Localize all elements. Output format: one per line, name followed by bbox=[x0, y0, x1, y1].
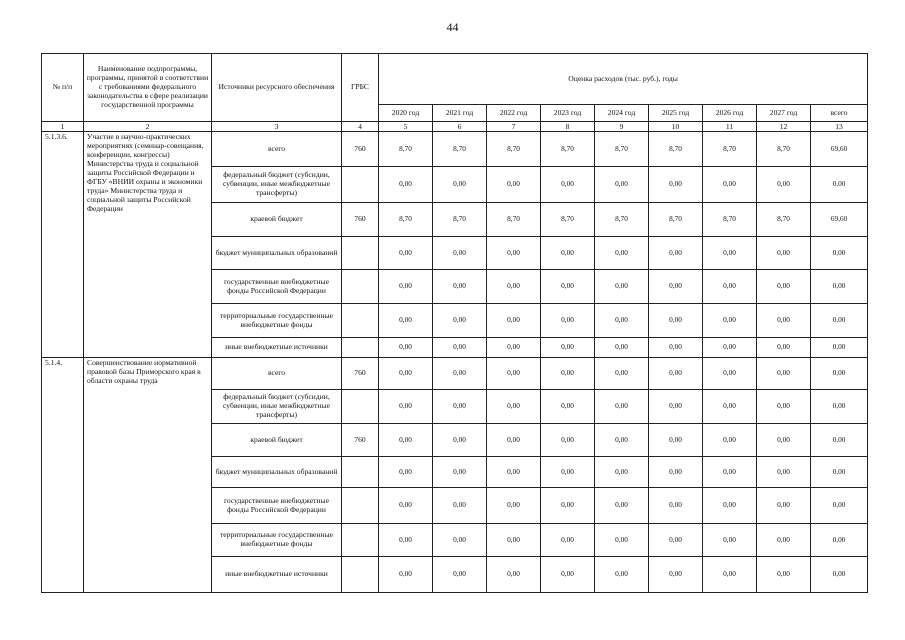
expense-value: 0,00 bbox=[379, 237, 433, 270]
item-name: Совершенствование нормативной правовой базы Приморского края в области охраны труда bbox=[84, 358, 212, 593]
expense-value: 8,70 bbox=[487, 132, 541, 167]
column-index: 1 bbox=[42, 122, 84, 132]
expense-value: 69,60 bbox=[811, 132, 868, 167]
header-grbs: ГРБС bbox=[342, 54, 379, 122]
column-index: 9 bbox=[595, 122, 649, 132]
grbs-code bbox=[342, 524, 379, 557]
expense-value: 0,00 bbox=[811, 358, 868, 390]
expense-value: 8,70 bbox=[487, 203, 541, 237]
funding-source: государственные внебюджетные фонды Российской Федерации bbox=[212, 488, 342, 524]
expense-value: 0,00 bbox=[541, 338, 595, 358]
expense-value: 0,00 bbox=[487, 424, 541, 457]
expense-value: 0,00 bbox=[487, 390, 541, 424]
table-row bbox=[42, 132, 868, 167]
expense-value: 0,00 bbox=[811, 390, 868, 424]
column-index: 10 bbox=[649, 122, 703, 132]
expense-value: 0,00 bbox=[757, 488, 811, 524]
expense-value: 0,00 bbox=[757, 424, 811, 457]
grbs-code: 760 bbox=[342, 358, 379, 390]
expenditure-table bbox=[41, 53, 868, 593]
grbs-code bbox=[342, 338, 379, 358]
expense-value: 69,60 bbox=[811, 203, 868, 237]
expense-value: 0,00 bbox=[487, 557, 541, 593]
expense-value: 0,00 bbox=[487, 358, 541, 390]
expense-value: 0,00 bbox=[703, 424, 757, 457]
expense-value: 0,00 bbox=[649, 304, 703, 338]
funding-source: государственные внебюджетные фонды Российской Федерации bbox=[212, 270, 342, 304]
expense-value: 0,00 bbox=[757, 358, 811, 390]
header-year: 2025 год bbox=[649, 105, 703, 122]
funding-source: территориальные государственные внебюджетные фонды bbox=[212, 304, 342, 338]
expense-value: 0,00 bbox=[379, 488, 433, 524]
expense-value: 0,00 bbox=[595, 457, 649, 488]
grbs-code: 760 bbox=[342, 132, 379, 167]
expense-value: 0,00 bbox=[433, 424, 487, 457]
column-index: 6 bbox=[433, 122, 487, 132]
expense-value: 8,70 bbox=[541, 132, 595, 167]
header-year: 2021 год bbox=[433, 105, 487, 122]
expense-value: 0,00 bbox=[811, 524, 868, 557]
header-year: всего bbox=[811, 105, 868, 122]
expense-value: 8,70 bbox=[595, 203, 649, 237]
expense-value: 0,00 bbox=[379, 457, 433, 488]
expense-value: 0,00 bbox=[541, 237, 595, 270]
funding-source: федеральный бюджет (субсидии, субвенции, иные межбюджетные трансферты) bbox=[212, 167, 342, 203]
header-year: 2024 год bbox=[595, 105, 649, 122]
expense-value: 0,00 bbox=[433, 358, 487, 390]
expense-value: 0,00 bbox=[757, 390, 811, 424]
expense-value: 0,00 bbox=[595, 424, 649, 457]
expense-value: 0,00 bbox=[433, 488, 487, 524]
expense-value: 8,70 bbox=[541, 203, 595, 237]
grbs-code bbox=[342, 390, 379, 424]
grbs-code bbox=[342, 457, 379, 488]
expense-value: 0,00 bbox=[757, 524, 811, 557]
expense-value: 0,00 bbox=[757, 237, 811, 270]
expense-value: 0,00 bbox=[379, 338, 433, 358]
expense-value: 0,00 bbox=[757, 557, 811, 593]
expense-value: 0,00 bbox=[595, 270, 649, 304]
expense-value: 0,00 bbox=[595, 237, 649, 270]
expense-value: 0,00 bbox=[649, 358, 703, 390]
column-index: 8 bbox=[541, 122, 595, 132]
expense-value: 0,00 bbox=[379, 424, 433, 457]
expense-value: 0,00 bbox=[433, 167, 487, 203]
expense-value: 0,00 bbox=[703, 524, 757, 557]
expense-value: 8,70 bbox=[379, 203, 433, 237]
expense-value: 0,00 bbox=[703, 358, 757, 390]
expense-value: 0,00 bbox=[541, 488, 595, 524]
expense-value: 0,00 bbox=[649, 167, 703, 203]
grbs-code: 760 bbox=[342, 424, 379, 457]
grbs-code bbox=[342, 270, 379, 304]
expense-value: 0,00 bbox=[703, 270, 757, 304]
expense-value: 0,00 bbox=[433, 270, 487, 304]
expense-value: 8,70 bbox=[595, 132, 649, 167]
grbs-code bbox=[342, 488, 379, 524]
table-row bbox=[42, 358, 868, 390]
expense-value: 0,00 bbox=[649, 524, 703, 557]
expense-value: 0,00 bbox=[811, 270, 868, 304]
funding-source: всего bbox=[212, 132, 342, 167]
expense-value: 0,00 bbox=[649, 237, 703, 270]
expense-value: 0,00 bbox=[595, 557, 649, 593]
funding-source: федеральный бюджет (субсидии, субвенции, иные межбюджетные трансферты) bbox=[212, 390, 342, 424]
expense-value: 0,00 bbox=[379, 270, 433, 304]
expense-value: 0,00 bbox=[703, 338, 757, 358]
expense-value: 0,00 bbox=[541, 424, 595, 457]
funding-source: бюджет муниципальных образований bbox=[212, 237, 342, 270]
expense-value: 0,00 bbox=[811, 424, 868, 457]
header-year: 2020 год bbox=[379, 105, 433, 122]
header-number: № п/п bbox=[42, 54, 84, 122]
expense-value: 0,00 bbox=[541, 358, 595, 390]
expense-value: 8,70 bbox=[379, 132, 433, 167]
header-expense-estimate: Оценка расходов (тыс. руб.), годы bbox=[379, 54, 868, 105]
expense-value: 0,00 bbox=[541, 167, 595, 203]
expense-value: 0,00 bbox=[379, 167, 433, 203]
funding-source: краевой бюджет bbox=[212, 203, 342, 237]
funding-source: иные внебюджетные источники bbox=[212, 338, 342, 358]
expense-value: 8,70 bbox=[703, 203, 757, 237]
expense-value: 8,70 bbox=[757, 203, 811, 237]
expense-value: 0,00 bbox=[487, 457, 541, 488]
column-index: 4 bbox=[342, 122, 379, 132]
funding-source: территориальные государственные внебюджетные фонды bbox=[212, 524, 342, 557]
expense-value: 0,00 bbox=[541, 304, 595, 338]
expense-value: 0,00 bbox=[703, 237, 757, 270]
funding-source: бюджет муниципальных образований bbox=[212, 457, 342, 488]
expense-value: 0,00 bbox=[811, 557, 868, 593]
column-index: 5 bbox=[379, 122, 433, 132]
expense-value: 0,00 bbox=[433, 390, 487, 424]
expense-value: 0,00 bbox=[379, 304, 433, 338]
grbs-code bbox=[342, 167, 379, 203]
header-program-name: Наименование подпрограммы, программы, принятой в соответствии с требованиями федерального законодательства в сфере реализации государственной программы bbox=[84, 54, 212, 122]
column-index: 13 bbox=[811, 122, 868, 132]
expense-value: 0,00 bbox=[649, 488, 703, 524]
expense-value: 0,00 bbox=[487, 270, 541, 304]
header-year: 2026 год bbox=[703, 105, 757, 122]
expense-value: 0,00 bbox=[541, 390, 595, 424]
grbs-code: 760 bbox=[342, 203, 379, 237]
expense-value: 0,00 bbox=[487, 338, 541, 358]
expense-value: 0,00 bbox=[703, 304, 757, 338]
page-number: 44 bbox=[446, 20, 459, 34]
expense-value: 0,00 bbox=[811, 237, 868, 270]
expense-value: 0,00 bbox=[595, 524, 649, 557]
expense-value: 0,00 bbox=[811, 304, 868, 338]
expense-value: 0,00 bbox=[595, 358, 649, 390]
expense-value: 0,00 bbox=[811, 167, 868, 203]
expense-value: 0,00 bbox=[649, 270, 703, 304]
expense-value: 0,00 bbox=[703, 457, 757, 488]
expense-value: 0,00 bbox=[595, 390, 649, 424]
expense-value: 0,00 bbox=[487, 167, 541, 203]
expense-value: 0,00 bbox=[757, 457, 811, 488]
expense-value: 0,00 bbox=[595, 488, 649, 524]
expense-value: 0,00 bbox=[649, 457, 703, 488]
expense-value: 0,00 bbox=[595, 338, 649, 358]
expense-value: 0,00 bbox=[649, 424, 703, 457]
expense-value: 0,00 bbox=[379, 557, 433, 593]
header-year: 2027 год bbox=[757, 105, 811, 122]
funding-source: иные внебюджетные источники bbox=[212, 557, 342, 593]
expense-value: 0,00 bbox=[379, 524, 433, 557]
funding-source: всего bbox=[212, 358, 342, 390]
expense-value: 0,00 bbox=[811, 457, 868, 488]
expense-value: 0,00 bbox=[433, 237, 487, 270]
column-index: 11 bbox=[703, 122, 757, 132]
expense-value: 0,00 bbox=[757, 167, 811, 203]
expense-value: 0,00 bbox=[703, 488, 757, 524]
expense-value: 0,00 bbox=[649, 557, 703, 593]
expense-value: 0,00 bbox=[433, 524, 487, 557]
expense-value: 0,00 bbox=[649, 390, 703, 424]
expense-value: 8,70 bbox=[703, 132, 757, 167]
expense-value: 0,00 bbox=[649, 338, 703, 358]
expense-value: 8,70 bbox=[649, 132, 703, 167]
expense-value: 0,00 bbox=[757, 338, 811, 358]
item-number: 5.1.3.6. bbox=[42, 132, 84, 358]
expense-value: 0,00 bbox=[433, 338, 487, 358]
item-name: Участие в научно-практических мероприятиях (семинар-совещания, конференции, конгрессы) Министерства труда и социальной защиты Российской Федерации и ФГБУ «ВНИИ охраны и экономики труда» Министерства труда и социальной защиты Российской Федерации bbox=[84, 132, 212, 358]
expense-value: 0,00 bbox=[757, 270, 811, 304]
expense-value: 8,70 bbox=[433, 132, 487, 167]
expense-value: 0,00 bbox=[541, 270, 595, 304]
item-number: 5.1.4. bbox=[42, 358, 84, 593]
expense-value: 0,00 bbox=[379, 358, 433, 390]
expense-value: 0,00 bbox=[703, 557, 757, 593]
expense-value: 8,70 bbox=[649, 203, 703, 237]
header-funding-source: Источники ресурсного обеспечения bbox=[212, 54, 342, 122]
column-index: 12 bbox=[757, 122, 811, 132]
expense-value: 8,70 bbox=[757, 132, 811, 167]
expense-value: 0,00 bbox=[541, 457, 595, 488]
header-year: 2023 год bbox=[541, 105, 595, 122]
expense-value: 0,00 bbox=[379, 390, 433, 424]
expense-value: 0,00 bbox=[757, 304, 811, 338]
column-index: 3 bbox=[212, 122, 342, 132]
funding-source: краевой бюджет bbox=[212, 424, 342, 457]
expense-value: 0,00 bbox=[433, 457, 487, 488]
expense-value: 0,00 bbox=[595, 304, 649, 338]
expense-value: 0,00 bbox=[433, 304, 487, 338]
expense-value: 0,00 bbox=[487, 488, 541, 524]
grbs-code bbox=[342, 304, 379, 338]
expense-value: 0,00 bbox=[487, 304, 541, 338]
grbs-code bbox=[342, 557, 379, 593]
expense-value: 8,70 bbox=[433, 203, 487, 237]
expense-value: 0,00 bbox=[541, 557, 595, 593]
expense-value: 0,00 bbox=[433, 557, 487, 593]
column-index: 2 bbox=[84, 122, 212, 132]
expense-value: 0,00 bbox=[703, 390, 757, 424]
expense-value: 0,00 bbox=[811, 338, 868, 358]
expense-value: 0,00 bbox=[487, 237, 541, 270]
expense-value: 0,00 bbox=[541, 524, 595, 557]
expense-value: 0,00 bbox=[703, 167, 757, 203]
expense-value: 0,00 bbox=[487, 524, 541, 557]
column-index: 7 bbox=[487, 122, 541, 132]
grbs-code bbox=[342, 237, 379, 270]
expense-value: 0,00 bbox=[595, 167, 649, 203]
header-year: 2022 год bbox=[487, 105, 541, 122]
expense-value: 0,00 bbox=[811, 488, 868, 524]
